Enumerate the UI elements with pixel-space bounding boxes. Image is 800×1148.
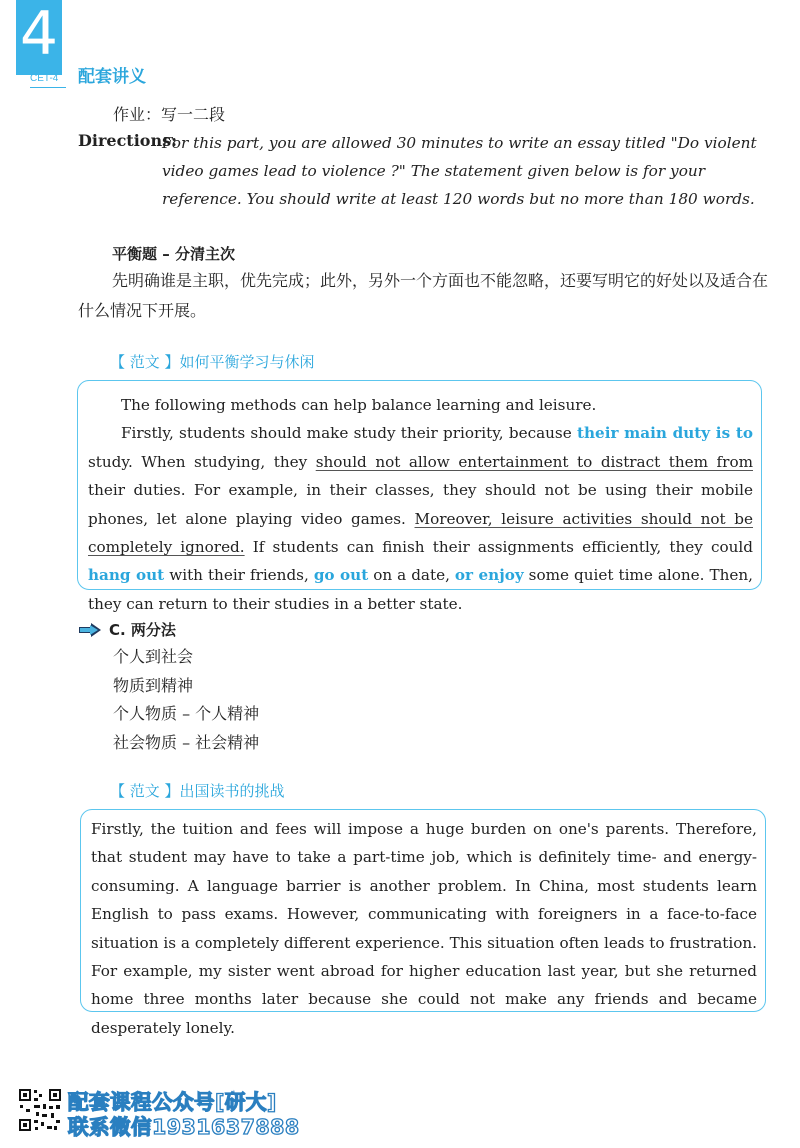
arrow-bullet-icon — [77, 622, 103, 638]
highlight-phrase: hang out — [88, 566, 165, 585]
text-segment: study. When studying, they — [88, 452, 316, 471]
chapter-tab — [16, 0, 62, 75]
sample-essay-2-box — [80, 809, 766, 1037]
section-c-list — [113, 643, 259, 757]
highlight-phrase: their main duty is to — [576, 424, 753, 443]
balance-body: 先明确谁是主职，优先完成；此外，另外一个方面也不能忽略，还要写明它的好处以及适合在什么情况下开展。 — [78, 271, 769, 320]
directions-text: For this part, you are allowed 30 minutes to write an essay titled "Do violent video games lead to violence ?" The statement given below is for your reference. You should write at least 120 words but no more than 180 words. — [162, 134, 757, 208]
balance-title: 平衡题 – 分清主次 — [112, 245, 235, 263]
sample-essay-1-box — [77, 380, 762, 613]
page-header-title: 配套讲义 — [78, 67, 146, 87]
highlight-phrase: go out — [313, 566, 369, 585]
list-item: 个人物质 – 个人精神 — [113, 704, 260, 723]
list-item: 社会物质 – 社会精神 — [113, 732, 260, 752]
text-segment: their duties. For example, in their classes, they should not be using their mobile phones, let alone playing video games. — [88, 481, 753, 528]
sample-essay-1-body — [88, 419, 753, 618]
text-segment: some quiet time alone. Then, they can return to their studies in a better state. — [88, 566, 753, 613]
list-item: 个人到社会 — [113, 647, 194, 666]
chapter-sub-label: CET-4 — [30, 73, 59, 84]
promo-line-2: 联系微信1931637888 — [68, 1115, 300, 1139]
list-item: 物质到精神 — [113, 675, 194, 695]
sample-essay-1-intro: The following methods can help balance learning and leisure. — [121, 396, 597, 414]
chapter-number: 4 — [19, 0, 59, 69]
underlined-phrase: Moreover, leisure activities should not be completely ignored. — [88, 509, 753, 557]
section-c-title: C. 两分法 — [109, 621, 176, 639]
text-segment: Firstly, students should make study their priority, because — [121, 424, 577, 443]
text-segment: If students can finish their assignments efficiently, they could — [244, 538, 753, 557]
header-divider — [30, 87, 66, 88]
text-segment: with their friends, — [164, 566, 314, 585]
qr-code-icon — [18, 1088, 62, 1132]
directions-label: Directions: — [78, 131, 177, 150]
promo-line-1: 配套课程公众号[研大] — [68, 1090, 277, 1114]
sample-essay-2-text: Firstly, the tuition and fees will impose a huge burden on one's parents. Therefore, that student may have to take a part-time job, which is definitely time- and energy-consuming. A language barrier is another problem. In China, most students learn English to pass exams. However, communicating with foreigners in a face-to-face situation is a completely different experience. This situation often leads to frustration. For example, my sister went abroad for higher education last year, but she returned home three months later because she could not make any friends and became desperately lonely. — [91, 820, 757, 1037]
highlight-phrase: or enjoy — [454, 566, 524, 585]
underlined-phrase: should not allow entertainment to distract them from — [315, 452, 753, 471]
promo-text — [68, 1090, 300, 1140]
homework-line: 作业：写一二段 — [113, 105, 226, 124]
sample-essay-2-label: 【 范文 】出国读书的挑战 — [110, 782, 285, 800]
text-segment: on a date, — [368, 566, 455, 585]
sample-essay-1-label: 【 范文 】如何平衡学习与休闲 — [110, 353, 315, 371]
